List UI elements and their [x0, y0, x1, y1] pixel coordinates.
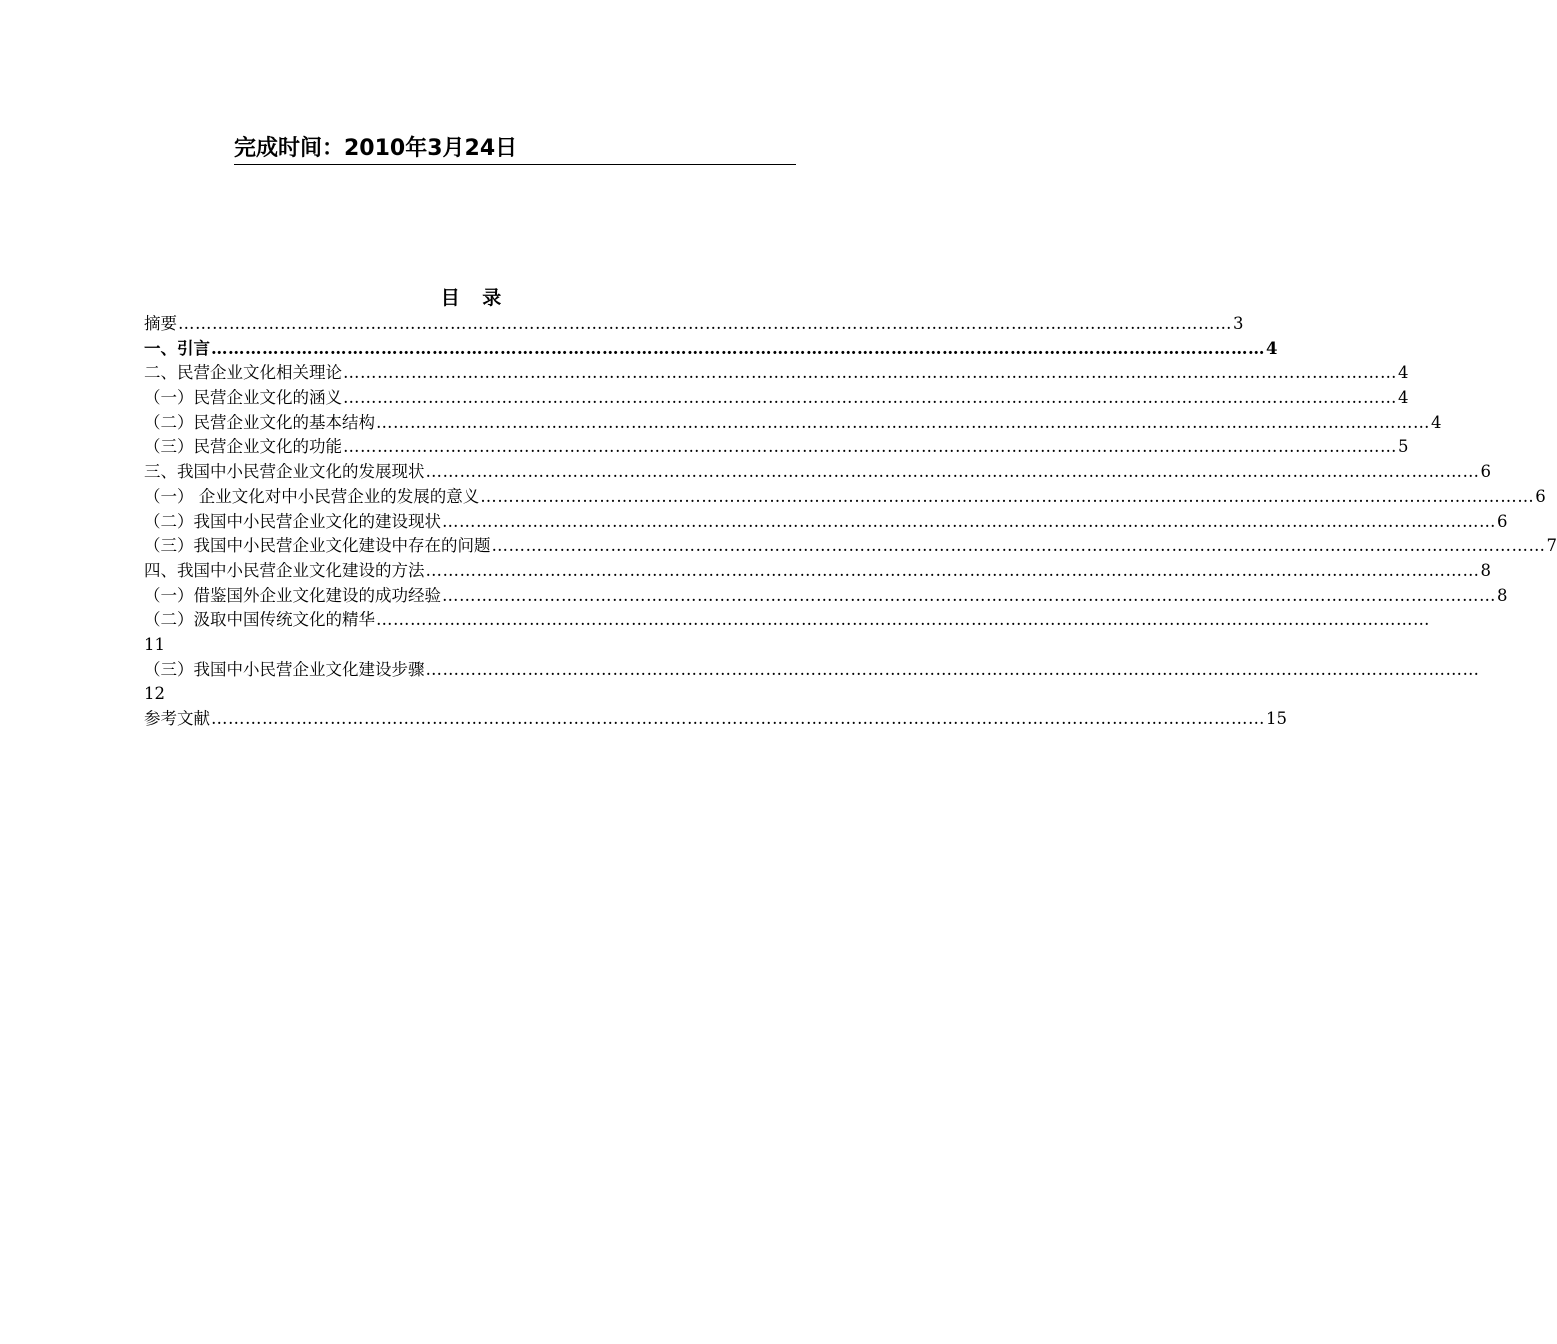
- toc-entry-page: 12: [144, 684, 165, 704]
- toc-entry-section-4-1[interactable]: [144, 584, 1508, 609]
- toc-entry-section-3-3[interactable]: [144, 534, 1557, 559]
- toc-entry-page: 8: [1480, 560, 1491, 580]
- toc-entry-label: 二、民营企业文化相关理论: [144, 363, 342, 383]
- toc-leader-dots: ……………………………………………………………………………………………………………………………………………………………………: [425, 560, 1480, 580]
- toc-entry-label: （三）我国中小民营企业文化建设步骤: [144, 659, 425, 679]
- toc-entry-section-4-2[interactable]: [144, 608, 1430, 657]
- toc-leader-dots: ……………………………………………………………………………………………………………………………………………………………………: [343, 437, 1397, 457]
- toc-entry-label: （二）我国中小民营企业文化的建设现状: [144, 511, 441, 531]
- toc-entry-page: 15: [1266, 709, 1287, 728]
- toc-entry-page: 4: [1398, 388, 1409, 408]
- toc-entry-page: 6: [1497, 511, 1508, 531]
- toc-entry-page: 4: [1398, 363, 1409, 383]
- toc-leader-dots: ……………………………………………………………………………………………………………………………………………………………………: [480, 486, 1535, 506]
- toc-entry-section-2[interactable]: [144, 361, 1409, 386]
- toc-leader-dots: ……………………………………………………………………………………………………………………………………………………………………: [211, 709, 1265, 728]
- toc-entry-page: 7: [1546, 536, 1557, 556]
- toc-leader-dots: ……………………………………………………………………………………………………………………………………………………………………: [442, 585, 1496, 605]
- table-of-contents: [144, 312, 1557, 732]
- toc-entry-section-2-3[interactable]: [144, 435, 1409, 460]
- toc-leader-dots: ……………………………………………………………………………………………………………………………………………………………………: [491, 536, 1546, 556]
- toc-entry-label: 三、我国中小民营企业文化的发展现状: [144, 462, 425, 482]
- toc-entry-section-4[interactable]: [144, 559, 1491, 584]
- toc-entry-label: （三）民营企业文化的功能: [144, 437, 342, 457]
- toc-leader-dots: ……………………………………………………………………………………………………………………………………………………………………: [442, 511, 1496, 531]
- toc-entry-section-3-1[interactable]: [144, 485, 1546, 510]
- toc-entry-section-3[interactable]: [144, 460, 1491, 485]
- toc-entry-section-2-2[interactable]: [144, 411, 1442, 436]
- toc-entry-page: 4: [1431, 412, 1442, 432]
- toc-leader-dots: ……………………………………………………………………………………………………………………………………………………………………: [211, 338, 1265, 358]
- toc-leader-dots: ……………………………………………………………………………………………………………………………………………………………………: [376, 412, 1430, 432]
- toc-entry-abstract[interactable]: [144, 312, 1244, 337]
- toc-leader-dots: ……………………………………………………………………………………………………………………………………………………………………: [343, 388, 1397, 408]
- toc-entry-label: 参考文献: [144, 709, 210, 728]
- toc-title: 目 录: [440, 287, 510, 309]
- toc-leader-dots: ……………………………………………………………………………………………………………………………………………………………………: [425, 659, 1480, 679]
- toc-entry-page: 4: [1266, 338, 1278, 358]
- toc-leader-dots: ……………………………………………………………………………………………………………………………………………………………………: [178, 314, 1232, 333]
- toc-entry-page: 6: [1535, 486, 1546, 506]
- completion-time-text: 完成时间：2010年3月24日: [234, 136, 518, 161]
- completion-time: [234, 134, 796, 165]
- toc-entry-section-3-2[interactable]: [144, 510, 1508, 535]
- toc-entry-label: （二）汲取中国传统文化的精华: [144, 610, 375, 630]
- toc-entry-label: （一） 企业文化对中小民营企业的发展的意义: [144, 486, 480, 506]
- toc-entry-section-4-3[interactable]: [144, 658, 1480, 707]
- toc-entry-page: 5: [1398, 437, 1409, 457]
- toc-entry-section-2-1[interactable]: [144, 386, 1409, 411]
- toc-entry-introduction[interactable]: [144, 337, 1278, 362]
- toc-leader-dots: ……………………………………………………………………………………………………………………………………………………………………: [343, 363, 1397, 383]
- toc-entry-label: （一）借鉴国外企业文化建设的成功经验: [144, 585, 441, 605]
- toc-entry-label: 摘要: [144, 314, 177, 333]
- toc-entry-page: 6: [1480, 462, 1491, 482]
- toc-entry-label: （三）我国中小民营企业文化建设中存在的问题: [144, 536, 491, 556]
- toc-entry-label: （二）民营企业文化的基本结构: [144, 412, 375, 432]
- toc-leader-dots: ……………………………………………………………………………………………………………………………………………………………………: [425, 462, 1480, 482]
- toc-entry-page: 11: [144, 634, 165, 654]
- toc-entry-label: 四、我国中小民营企业文化建设的方法: [144, 560, 425, 580]
- toc-entry-page: 8: [1497, 585, 1508, 605]
- toc-entry-label: （一）民营企业文化的涵义: [144, 388, 342, 408]
- toc-entry-page: 3: [1233, 314, 1244, 333]
- toc-entry-label: 一、引言: [144, 338, 210, 358]
- toc-leader-dots: ……………………………………………………………………………………………………………………………………………………………………: [376, 610, 1430, 630]
- toc-entry-references[interactable]: [144, 707, 1287, 732]
